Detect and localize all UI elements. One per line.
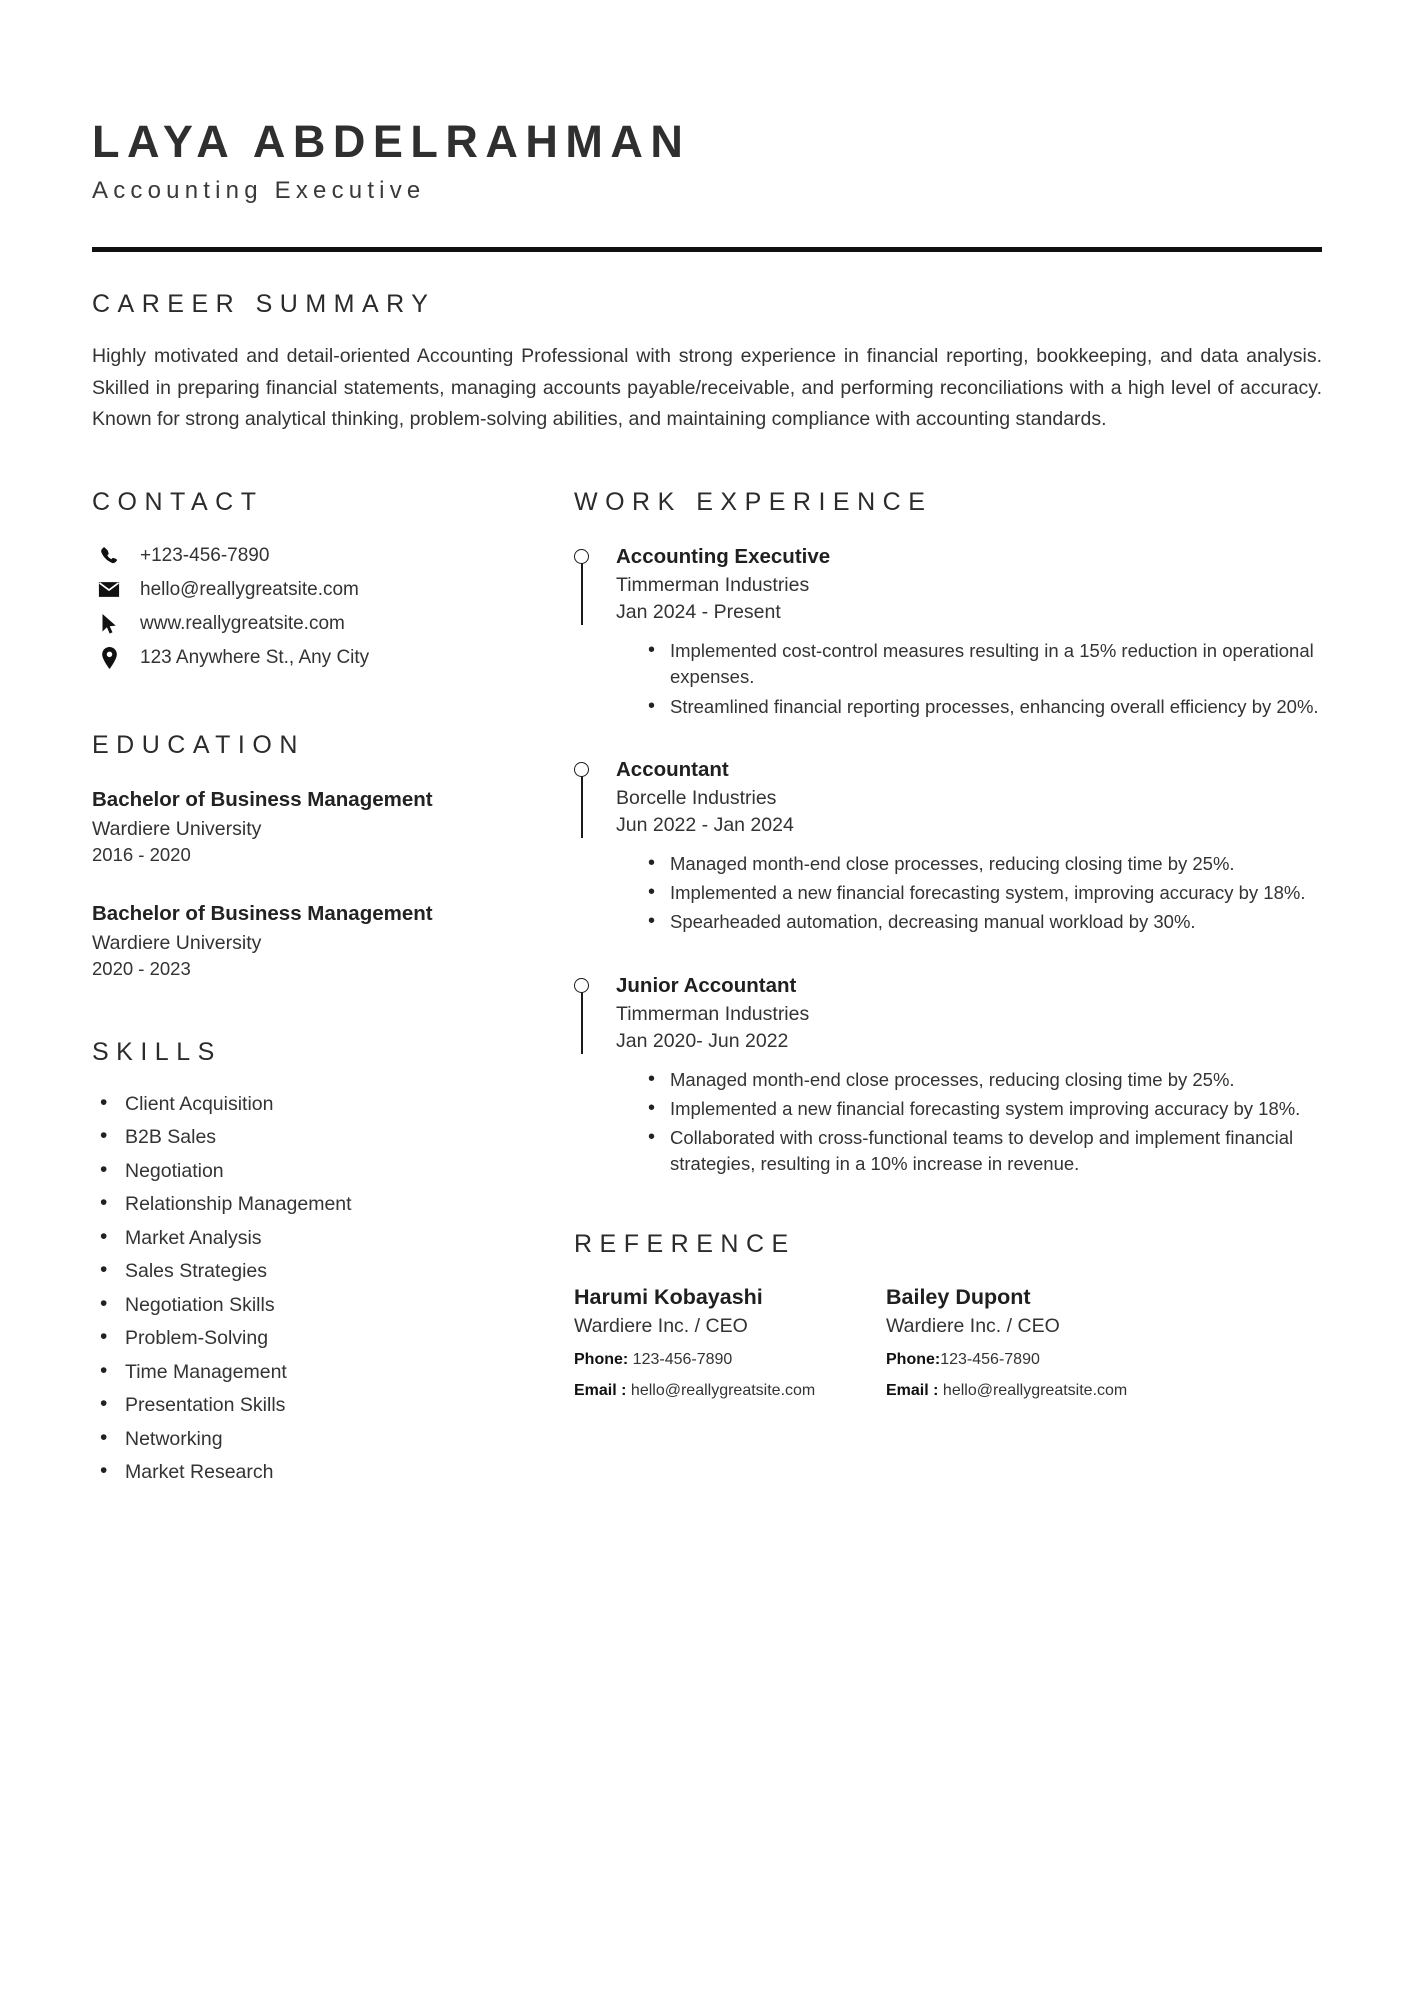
section-title-work-experience: WORK EXPERIENCE (574, 487, 933, 516)
job-bullet: • Implemented a new financial forecasting system improving accuracy by 18%. (644, 1096, 1322, 1122)
reference-email-row (574, 1382, 886, 1400)
reference-card (574, 1285, 886, 1400)
job-bullet: • Spearheaded automation, decreasing manual workload by 30%. (644, 909, 1322, 935)
resume-header (0, 0, 1414, 205)
resume-body-columns (0, 436, 1414, 1495)
job-bullet: • Implemented cost-control measures resulting in a 15% reduction in operational expenses. (644, 638, 1322, 691)
job-bullet-list (616, 851, 1322, 936)
education-item (92, 902, 492, 980)
timeline-line (581, 563, 583, 625)
section-title-career-summary: CAREER SUMMARY (92, 290, 436, 319)
reference-phone-label: Phone: (574, 1350, 629, 1368)
job-title: Accountant (616, 757, 729, 781)
job-dates: Jan 2024 - Present (616, 600, 781, 623)
location-pin-icon (92, 647, 126, 669)
skill-item: • Negotiation Skills (92, 1294, 492, 1317)
section-title-contact: CONTACT (92, 487, 264, 516)
reference-role: Wardiere Inc. / CEO (886, 1314, 1060, 1337)
skill-item: • Negotiation (92, 1160, 492, 1183)
job-title: Junior Accountant (616, 973, 797, 997)
reference-phone-row (574, 1351, 886, 1369)
skills-section (92, 1038, 492, 1485)
job-organization: Timmerman Industries (616, 1002, 810, 1025)
skills-list (92, 1093, 492, 1485)
skill-item: • Presentation Skills (92, 1394, 492, 1417)
skill-item: • Market Research (92, 1461, 492, 1484)
reference-name: Harumi Kobayashi (574, 1284, 763, 1309)
experience-item (574, 974, 1322, 1178)
reference-email-value: hello@reallygreatsite.com (630, 1381, 816, 1399)
job-dates: Jan 2020- Jun 2022 (616, 1029, 789, 1052)
timeline-line (581, 776, 583, 838)
reference-phone-value: 123-456-7890 (940, 1350, 1040, 1368)
education-degree: Bachelor of Business Management (92, 901, 433, 925)
job-title: Accounting Executive (616, 544, 831, 568)
job-dates: Jun 2022 - Jan 2024 (616, 813, 794, 836)
phone-icon (92, 545, 126, 566)
right-column (492, 488, 1322, 1495)
contact-website-text: www.reallygreatsite.com (140, 612, 345, 634)
timeline-dot-icon (574, 978, 589, 993)
reference-email-label: Email : (886, 1381, 939, 1399)
reference-section (574, 1230, 1322, 1400)
skill-item: • Time Management (92, 1361, 492, 1384)
education-section (92, 731, 492, 980)
contact-item-website[interactable] (92, 613, 492, 635)
timeline-dot-icon (574, 762, 589, 777)
reference-grid (574, 1285, 1322, 1400)
reference-email-row (886, 1382, 1198, 1400)
section-title-skills: SKILLS (92, 1037, 222, 1066)
timeline-dot-icon (574, 549, 589, 564)
skill-item: • Market Analysis (92, 1227, 492, 1250)
timeline-marker (574, 762, 592, 777)
education-school: Wardiere University (92, 817, 262, 840)
reference-phone-row (886, 1351, 1198, 1369)
education-school: Wardiere University (92, 931, 262, 954)
skill-item: • Sales Strategies (92, 1260, 492, 1283)
job-bullet: • Managed month-end close processes, reducing closing time by 25%. (644, 1067, 1322, 1093)
job-organization: Timmerman Industries (616, 573, 810, 596)
section-title-education: EDUCATION (92, 730, 305, 759)
skill-item: • Problem-Solving (92, 1327, 492, 1350)
contact-phone-text: +123-456-7890 (140, 544, 270, 566)
skill-item: • Relationship Management (92, 1193, 492, 1216)
section-title-reference: REFERENCE (574, 1229, 796, 1258)
contact-address-text: 123 Anywhere St., Any City (140, 646, 370, 668)
reference-phone-value: 123-456-7890 (632, 1350, 733, 1368)
contact-item-phone[interactable] (92, 545, 492, 567)
left-column (92, 488, 492, 1495)
education-degree: Bachelor of Business Management (92, 787, 433, 811)
contact-item-email[interactable] (92, 579, 492, 601)
job-organization: Borcelle Industries (616, 786, 777, 809)
career-summary-text: Highly motivated and detail-oriented Accounting Professional with strong experience in financial reporting, bookkeeping, and data analysis. Skilled in preparing financial statements, managing accounts payable/receivable, and performing reconciliations with a high level of accuracy. Known for strong analytical thinking, problem-solving abilities, and maintaining compliance with accounting standards. (92, 345, 1322, 431)
reference-email-value: hello@reallygreatsite.com (942, 1381, 1128, 1399)
career-summary-section (0, 252, 1414, 436)
reference-role: Wardiere Inc. / CEO (574, 1314, 748, 1337)
job-bullet-list (616, 638, 1322, 720)
job-bullet: • Streamlined financial reporting processes, enhancing overall efficiency by 20%. (644, 694, 1322, 720)
timeline-marker (574, 549, 592, 564)
skill-item: • Networking (92, 1428, 492, 1451)
skill-item: • B2B Sales (92, 1126, 492, 1149)
email-icon (92, 581, 126, 598)
contact-email-text: hello@reallygreatsite.com (140, 578, 359, 600)
reference-phone-label: Phone: (886, 1350, 941, 1368)
timeline-line (581, 992, 583, 1054)
candidate-role: Accounting Executive (92, 177, 426, 205)
reference-email-label: Email : (574, 1381, 627, 1399)
education-item (92, 788, 492, 866)
reference-card (886, 1285, 1198, 1400)
candidate-name: LAYA ABDELRAHMAN (92, 116, 691, 167)
experience-item (574, 545, 1322, 720)
timeline-marker (574, 978, 592, 993)
job-bullet: • Collaborated with cross-functional teams to develop and implement financial strategies, resulting in a 10% increase in revenue. (644, 1125, 1322, 1178)
cursor-icon (92, 613, 126, 635)
education-years: 2016 - 2020 (92, 843, 191, 865)
experience-item (574, 758, 1322, 936)
contact-section (92, 488, 492, 669)
skill-item: • Client Acquisition (92, 1093, 492, 1116)
job-bullet-list (616, 1067, 1322, 1178)
job-bullet: • Implemented a new financial forecasting system, improving accuracy by 18%. (644, 880, 1322, 906)
contact-item-address[interactable] (92, 647, 492, 669)
education-years: 2020 - 2023 (92, 957, 191, 979)
reference-name: Bailey Dupont (886, 1284, 1031, 1309)
job-bullet: • Managed month-end close processes, reducing closing time by 25%. (644, 851, 1322, 877)
contact-list (92, 545, 492, 669)
